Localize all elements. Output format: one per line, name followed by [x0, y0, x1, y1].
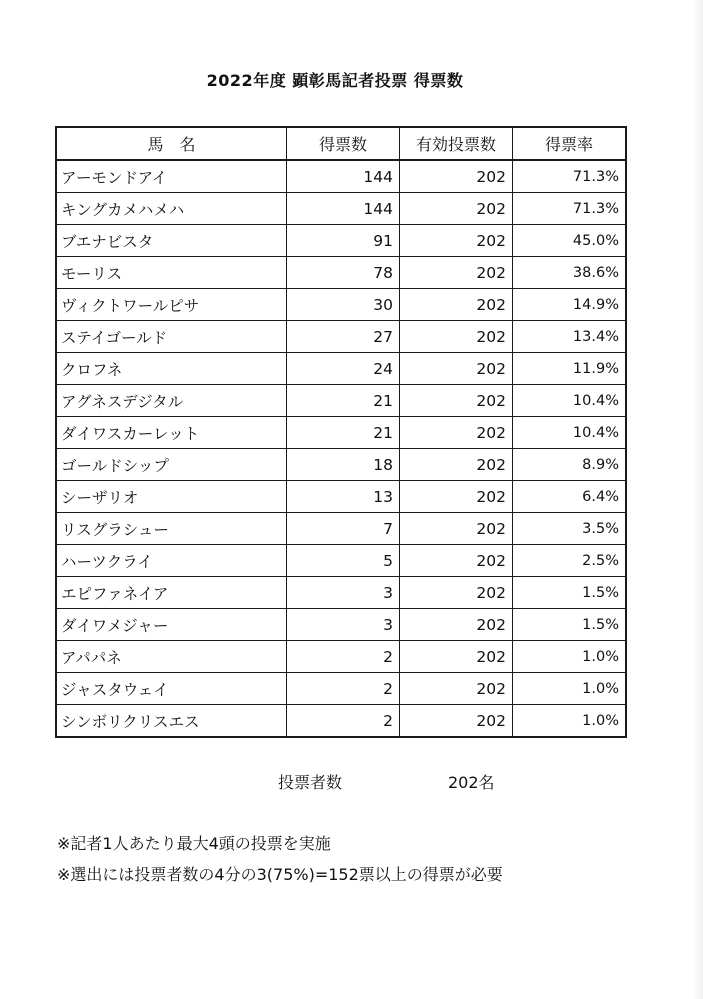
- table-row: [56, 417, 626, 449]
- horse-name: シンボリクリスエス: [56, 705, 287, 738]
- horse-name: ステイゴールド: [56, 321, 287, 353]
- vote-rate: 45.0%: [513, 225, 627, 257]
- table-row: [56, 321, 626, 353]
- valid-vote-count: 202: [400, 513, 513, 545]
- table-row: [56, 481, 626, 513]
- vote-count: 21: [287, 385, 400, 417]
- horse-name: キングカメハメハ: [56, 193, 287, 225]
- table-row: [56, 545, 626, 577]
- table-row: [56, 225, 626, 257]
- header-vote-rate: 得票率: [513, 127, 627, 160]
- note-selection-threshold: ※選出には投票者数の4分の3(75%)=152票以上の得票が必要: [57, 865, 503, 884]
- note-max-votes: ※記者1人あたり最大4頭の投票を実施: [57, 834, 331, 853]
- vote-count: 7: [287, 513, 400, 545]
- vote-count: 3: [287, 577, 400, 609]
- vote-count: 91: [287, 225, 400, 257]
- vote-count: 13: [287, 481, 400, 513]
- vote-rate: 14.9%: [513, 289, 627, 321]
- valid-vote-count: 202: [400, 673, 513, 705]
- vote-rate: 8.9%: [513, 449, 627, 481]
- header-horse-name: 馬 名: [56, 127, 287, 160]
- valid-vote-count: 202: [400, 609, 513, 641]
- horse-name: ダイワスカーレット: [56, 417, 287, 449]
- vote-count: 78: [287, 257, 400, 289]
- horse-name: クロフネ: [56, 353, 287, 385]
- horse-name: ダイワメジャー: [56, 609, 287, 641]
- vote-rate: 11.9%: [513, 353, 627, 385]
- valid-vote-count: 202: [400, 385, 513, 417]
- table-row: [56, 705, 626, 738]
- vote-count: 2: [287, 641, 400, 673]
- vote-count: 27: [287, 321, 400, 353]
- horse-name: アパパネ: [56, 641, 287, 673]
- vote-rate: 3.5%: [513, 513, 627, 545]
- horse-name: ヴィクトワールピサ: [56, 289, 287, 321]
- table-row: [56, 641, 626, 673]
- table-row: [56, 289, 626, 321]
- vote-rate: 1.5%: [513, 577, 627, 609]
- header-votes: 得票数: [287, 127, 400, 160]
- table-body: [56, 160, 626, 737]
- horse-name: シーザリオ: [56, 481, 287, 513]
- vote-rate: 6.4%: [513, 481, 627, 513]
- table-row: [56, 577, 626, 609]
- vote-count: 144: [287, 160, 400, 193]
- vote-count: 18: [287, 449, 400, 481]
- page-edge-shadow: [693, 0, 703, 999]
- vote-count: 2: [287, 673, 400, 705]
- table-row: [56, 385, 626, 417]
- vote-rate: 38.6%: [513, 257, 627, 289]
- valid-vote-count: 202: [400, 257, 513, 289]
- horse-name: アーモンドアイ: [56, 160, 287, 193]
- table-row: [56, 673, 626, 705]
- vote-rate: 1.5%: [513, 609, 627, 641]
- notes-section: [57, 828, 503, 890]
- vote-results-table: [55, 126, 627, 738]
- valid-vote-count: 202: [400, 193, 513, 225]
- vote-count: 144: [287, 193, 400, 225]
- vote-rate: 1.0%: [513, 641, 627, 673]
- vote-rate: 2.5%: [513, 545, 627, 577]
- valid-vote-count: 202: [400, 225, 513, 257]
- table-row: [56, 257, 626, 289]
- voter-count-value: 202名: [448, 773, 495, 792]
- valid-vote-count: 202: [400, 417, 513, 449]
- table-row: [56, 449, 626, 481]
- vote-count: 3: [287, 609, 400, 641]
- horse-name: モーリス: [56, 257, 287, 289]
- header-valid-votes: 有効投票数: [400, 127, 513, 160]
- horse-name: リスグラシュー: [56, 513, 287, 545]
- vote-rate: 1.0%: [513, 673, 627, 705]
- vote-count: 2: [287, 705, 400, 738]
- horse-name: アグネスデジタル: [56, 385, 287, 417]
- vote-rate: 13.4%: [513, 321, 627, 353]
- horse-name: ブエナビスタ: [56, 225, 287, 257]
- horse-name: エピファネイア: [56, 577, 287, 609]
- table-row: [56, 513, 626, 545]
- vote-rate: 1.0%: [513, 705, 627, 738]
- valid-vote-count: 202: [400, 641, 513, 673]
- horse-name: ゴールドシップ: [56, 449, 287, 481]
- voter-count-line: [278, 770, 495, 793]
- horse-name: ハーツクライ: [56, 545, 287, 577]
- table-header-row: [56, 127, 626, 160]
- vote-rate: 10.4%: [513, 417, 627, 449]
- vote-rate: 10.4%: [513, 385, 627, 417]
- vote-rate: 71.3%: [513, 160, 627, 193]
- valid-vote-count: 202: [400, 577, 513, 609]
- valid-vote-count: 202: [400, 545, 513, 577]
- vote-rate: 71.3%: [513, 193, 627, 225]
- vote-count: 30: [287, 289, 400, 321]
- vote-count: 24: [287, 353, 400, 385]
- table-row: [56, 609, 626, 641]
- valid-vote-count: 202: [400, 160, 513, 193]
- vote-count: 21: [287, 417, 400, 449]
- table-row: [56, 193, 626, 225]
- valid-vote-count: 202: [400, 353, 513, 385]
- vote-count: 5: [287, 545, 400, 577]
- table-row: [56, 353, 626, 385]
- valid-vote-count: 202: [400, 289, 513, 321]
- valid-vote-count: 202: [400, 705, 513, 738]
- document-title: 2022年度 顕彰馬記者投票 得票数: [206, 71, 464, 90]
- horse-name: ジャスタウェイ: [56, 673, 287, 705]
- valid-vote-count: 202: [400, 481, 513, 513]
- table-row: [56, 160, 626, 193]
- valid-vote-count: 202: [400, 321, 513, 353]
- valid-vote-count: 202: [400, 449, 513, 481]
- voter-count-label: 投票者数: [278, 773, 343, 792]
